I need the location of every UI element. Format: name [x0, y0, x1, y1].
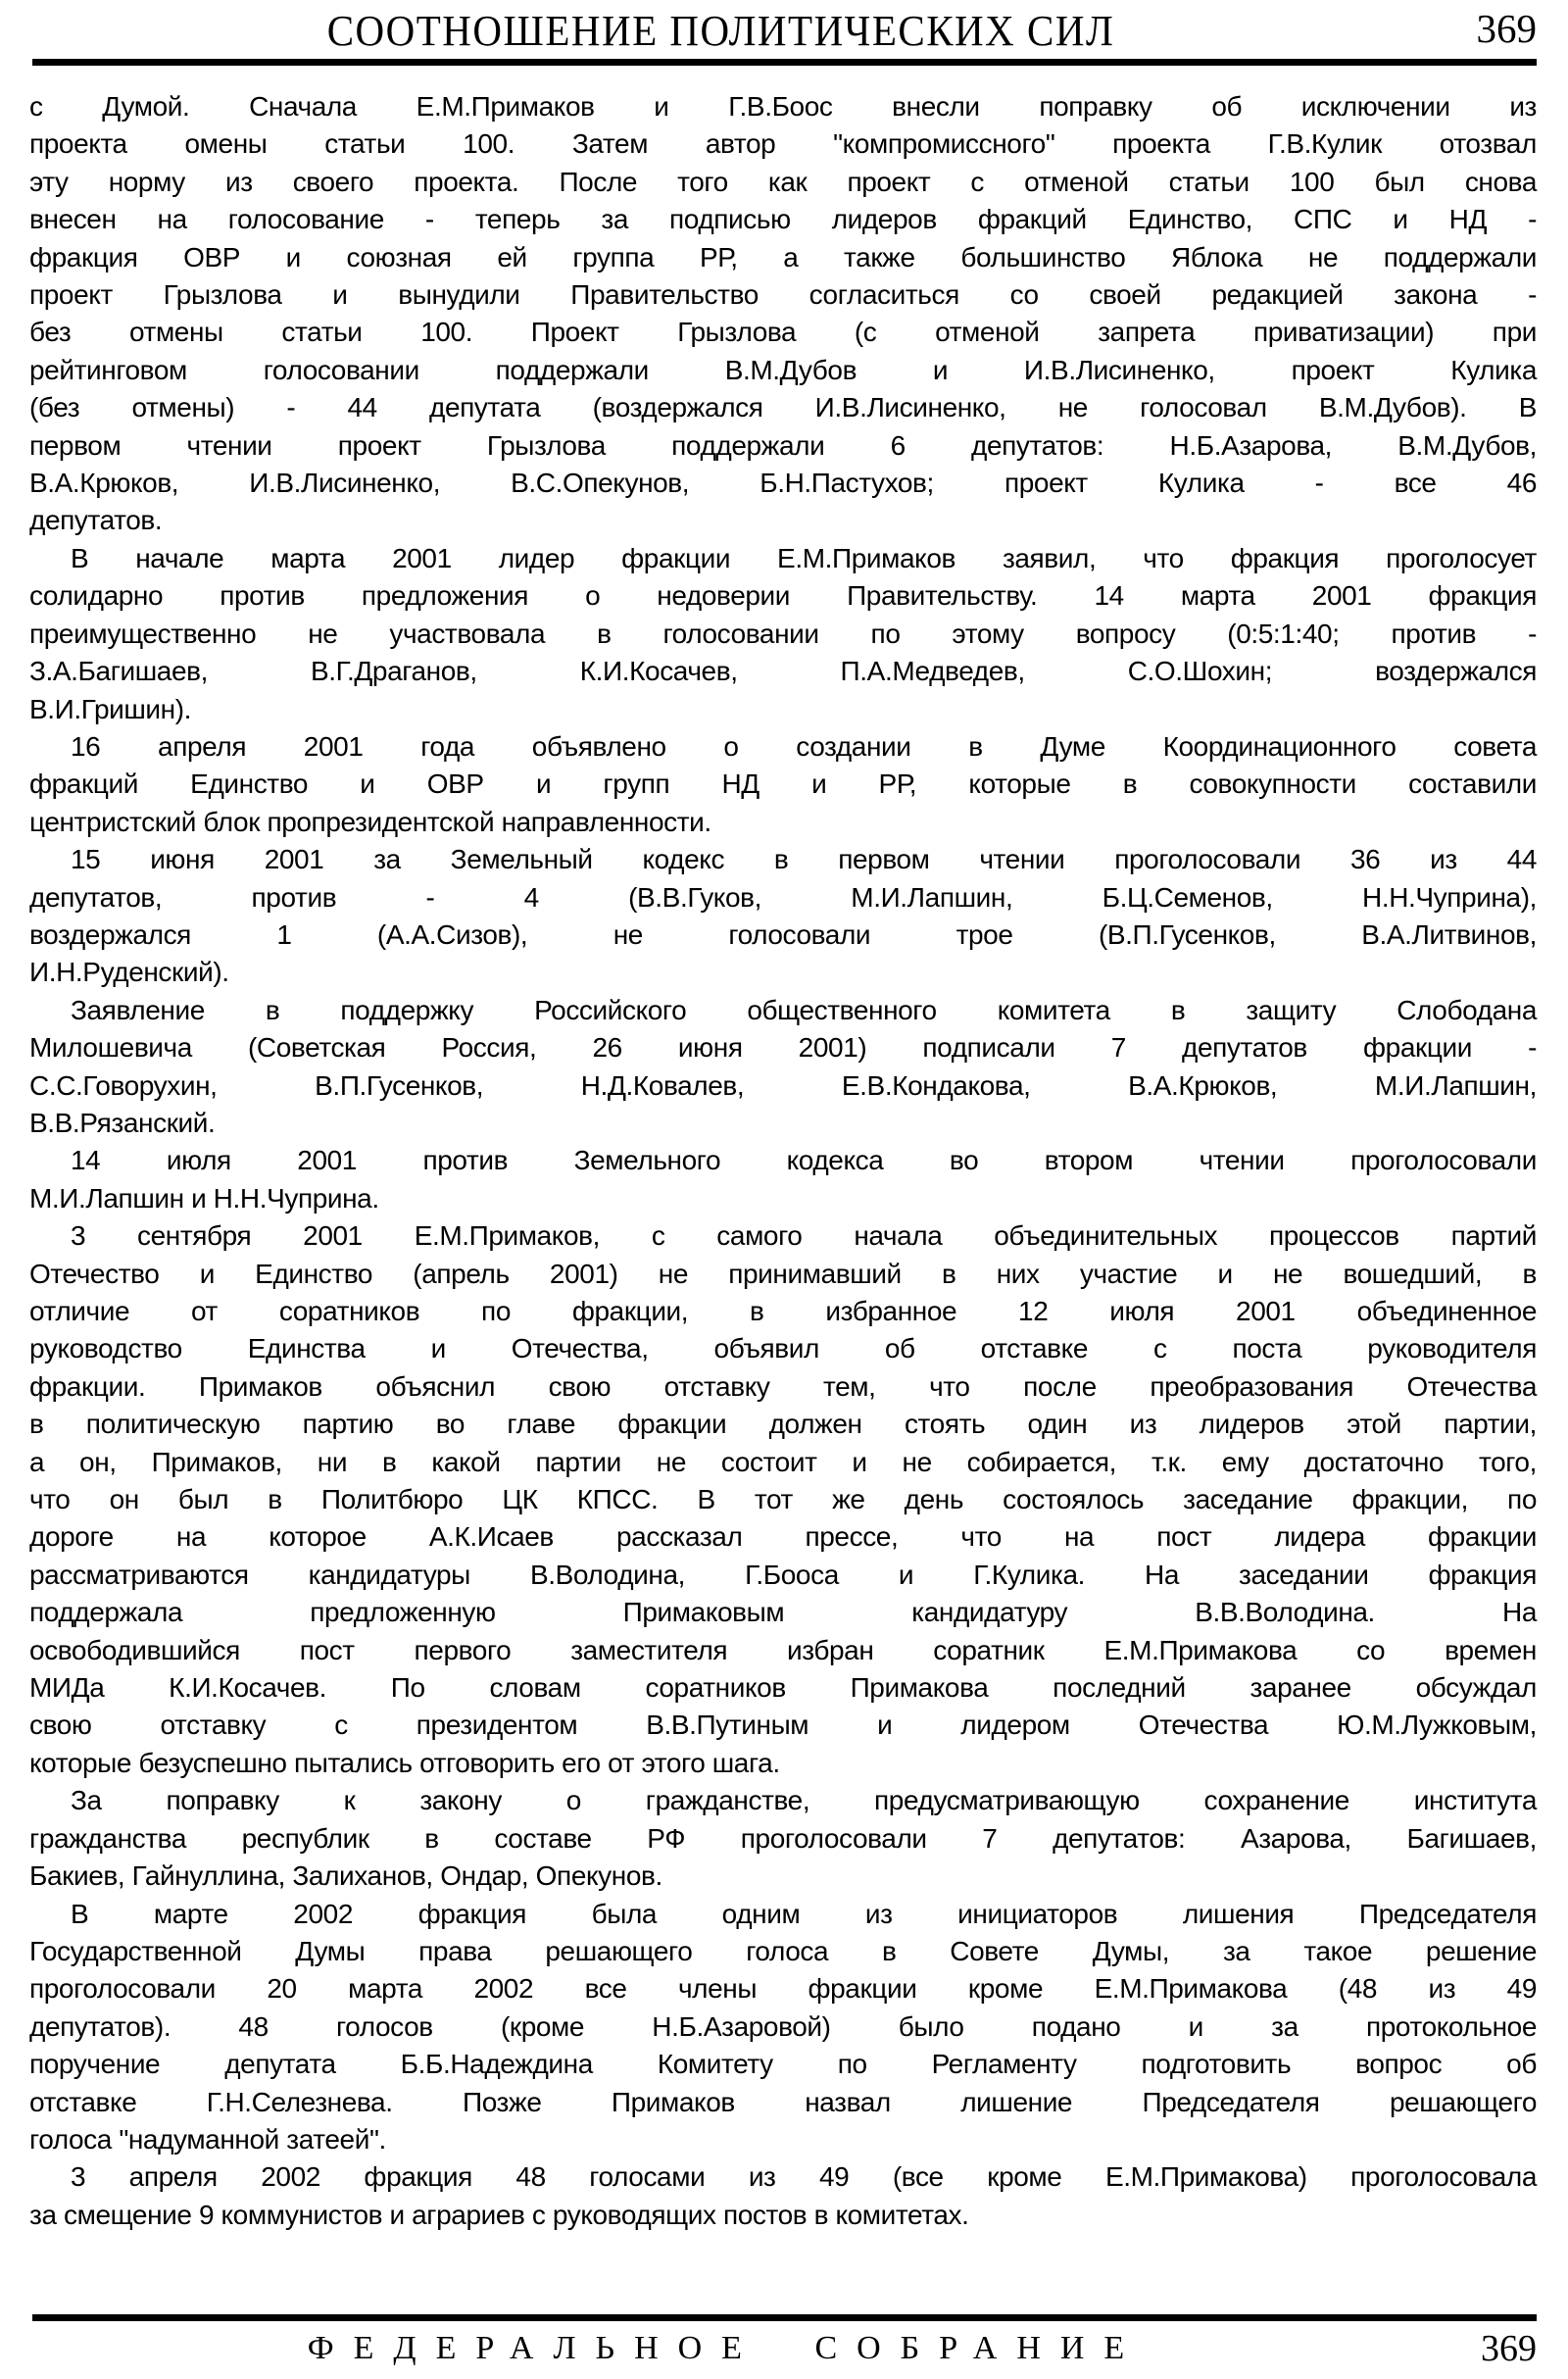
paragraph [29, 1217, 1537, 1782]
text-line: гражданства республик в составе РФ проголосовали 7 депутатов: Азарова, Багишаев, [29, 1822, 1537, 1854]
text-line: В.И.Гришин). [29, 693, 192, 724]
text-line: первом чтении проект Грызлова поддержали 6 депутатов: Н.Б.Азарова, В.М.Дубов, [29, 429, 1537, 461]
text-line: что он был в Политбюро ЦК КПСС. В тот же день состоялось заседание фракции, по [29, 1484, 1537, 1515]
footer-rule [32, 2314, 1537, 2321]
text-line: поручение депутата Б.Б.Надеждина Комитету по Регламенту подготовить вопрос об [29, 2049, 1537, 2080]
text-line: внесен на голосование - теперь за подписью лидеров фракций Единство, СПС и НД - [29, 204, 1537, 235]
text-line: проект Грызлова и вынудили Правительство согласиться со своей редакцией закона - [29, 279, 1537, 311]
text-line: За поправку к закону о гражданстве, предусматривающую сохранение института [71, 1785, 1537, 1816]
text-line: фракции. Примаков объяснил свою отставку тем, что после преобразования Отечества [29, 1370, 1537, 1402]
text-line: руководство Единства и Отечества, объявил об отставке с поста руководителя [29, 1333, 1537, 1364]
text-line: которые безуспешно пытались отговорить его от этого шага. [29, 1747, 780, 1778]
text-line: отличие от соратников по фракции, в избранное 12 июля 2001 объединенное [29, 1296, 1537, 1326]
text-line: свою отставку с президентом В.В.Путиным и лидером Отечества Ю.М.Лужковым, [29, 1710, 1537, 1741]
text-line: М.И.Лапшин и Н.Н.Чуприна. [29, 1182, 379, 1214]
text-line: за смещение 9 коммунистов и аграриев с руководящих постов в комитетах. [29, 2199, 969, 2230]
paragraph [29, 1782, 1537, 1895]
text-line: 3 апреля 2002 фракция 48 голосами из 49 (все кроме Е.М.Примакова) проголосовала [71, 2161, 1537, 2193]
paragraph [29, 1142, 1537, 1217]
page-body [29, 88, 1537, 2234]
paragraph [29, 728, 1537, 841]
text-line: депутатов). 48 голосов (кроме Н.Б.Азаровой) было подано и за протокольное [29, 2010, 1537, 2042]
header-title: СООТНОШЕНИЕ ПОЛИТИЧЕСКИХ СИЛ [326, 6, 1115, 55]
paragraph [29, 992, 1537, 1143]
text-line: депутатов, против - 4 (В.В.Гуков, М.И.Лапшин, Б.Ц.Семенов, Н.Н.Чуприна), [29, 881, 1537, 913]
text-line: рейтинговом голосовании поддержали В.М.Дубов и И.В.Лисиненко, проект Кулика [29, 354, 1537, 385]
text-line: эту норму из своего проекта. После того как проект с отменой статьи 100 был снова [29, 166, 1537, 197]
paragraph [29, 540, 1537, 728]
text-line: фракций Единство и ОВР и групп НД и РР, которые в совокупности составили [29, 768, 1537, 800]
text-line: без отмены статьи 100. Проект Грызлова (с отменой запрета приватизации) при [29, 317, 1537, 348]
text-line: преимущественно не участвовала в голосовании по этому вопросу (0:5:1:40; против - [29, 618, 1537, 649]
text-line: В марте 2002 фракция была одним из инициаторов лишения Председателя [71, 1898, 1537, 1929]
text-line: И.Н.Руденский). [29, 957, 229, 988]
text-line: Заявление в поддержку Российского общественного комитета в защиту Слободана [71, 994, 1537, 1025]
paragraph [29, 88, 1537, 540]
text-line: 3 сентября 2001 Е.М.Примаков, с самого начала объединительных процессов партий [71, 1220, 1537, 1252]
text-line: С.С.Говорухин, В.П.Гусенков, Н.Д.Ковалев, Е.В.Кондакова, В.А.Крюков, М.И.Лапшин, [29, 1069, 1537, 1101]
footer-page-number: 369 [1481, 2328, 1537, 2369]
text-line: 16 апреля 2001 года объявлено о создании в Думе Координационного совета [71, 730, 1537, 762]
text-line: Государственной Думы права решающего голоса в Совете Думы, за такое решение [29, 1935, 1537, 1966]
text-line: отставке Г.Н.Селезнева. Позже Примаков назвал лишение Председателя решающего [29, 2086, 1537, 2117]
text-line: В.В.Рязанский. [29, 1107, 216, 1138]
text-line: депутатов. [29, 505, 163, 536]
header-page-number: 369 [1476, 6, 1537, 51]
text-line: а он, Примаков, ни в какой партии не состоит и не собирается, т.к. ему достаточно того, [29, 1446, 1537, 1477]
text-line: 14 июля 2001 против Земельного кодекса во втором чтении проголосовали [71, 1145, 1537, 1176]
text-line: воздержался 1 (А.А.Сизов), не голосовали трое (В.П.Гусенков, В.А.Литвинов, [29, 918, 1537, 950]
text-line: В начале марта 2001 лидер фракции Е.М.Примаков заявил, что фракция проголосует [71, 542, 1537, 573]
text-line: 15 июня 2001 за Земельный кодекс в первом чтении проголосовали 36 из 44 [71, 844, 1537, 875]
text-line: Бакиев, Гайнуллина, Залиханов, Ондар, Опекунов. [29, 1860, 662, 1892]
text-line: дороге на которое А.К.Исаев рассказал прессе, что на пост лидера фракции [29, 1521, 1537, 1553]
text-line: освободившийся пост первого заместителя избран соратник Е.М.Примакова со времен [29, 1634, 1537, 1665]
text-line: поддержала предложенную Примаковым кандидатуру В.В.Володина. На [29, 1597, 1537, 1628]
text-line: В.А.Крюков, И.В.Лисиненко, В.С.Опекунов, Б.Н.Пастухов; проект Кулика - все 46 [29, 468, 1537, 499]
text-line: голоса "надуманной затеей". [29, 2123, 386, 2155]
page-footer [32, 2327, 1537, 2372]
paragraph [29, 2158, 1537, 2234]
footer-title: ФЕДЕРАЛЬНОЕ СОБРАНИЕ [307, 2330, 1145, 2366]
page-header [32, 4, 1537, 55]
text-line: солидарно против предложения о недоверии Правительству. 14 марта 2001 фракция [29, 580, 1537, 612]
text-line: рассматриваются кандидатуры В.Володина, Г.Бооса и Г.Кулика. На заседании фракция [29, 1559, 1537, 1590]
paragraph [29, 841, 1537, 992]
text-line: проекта омены статьи 100. Затем автор "компромиссного" проекта Г.В.Кулик отозвал [29, 128, 1537, 160]
paragraph [29, 1896, 1537, 2159]
text-line: центристский блок пропрезидентской направленности. [29, 806, 711, 837]
text-line: Отечество и Единство (апрель 2001) не принимавший в них участие и не вошедший, в [29, 1258, 1537, 1289]
text-line: в политическую партию во главе фракции должен стоять один из лидеров этой партии, [29, 1409, 1537, 1440]
header-rule [32, 59, 1537, 66]
text-line: с Думой. Сначала Е.М.Примаков и Г.В.Боос внесли поправку об исключении из [29, 91, 1537, 122]
text-line: З.А.Багишаев, В.Г.Драганов, К.И.Косачев, П.А.Медведев, С.О.Шохин; воздержался [29, 656, 1537, 687]
text-line: проголосовали 20 марта 2002 все члены фракции кроме Е.М.Примакова (48 из 49 [29, 1973, 1537, 2005]
text-line: МИДа К.И.Косачев. По словам соратников Примакова последний заранее обсуждал [29, 1672, 1537, 1704]
text-line: (без отмены) - 44 депутата (воздержался И.В.Лисиненко, не голосовал В.М.Дубов). В [29, 392, 1537, 423]
text-line: Милошевича (Советская Россия, 26 июня 2001) подписали 7 депутатов фракции - [29, 1032, 1537, 1064]
text-line: фракция ОВР и союзная ей группа РР, а также большинство Яблока не поддержали [29, 241, 1537, 273]
